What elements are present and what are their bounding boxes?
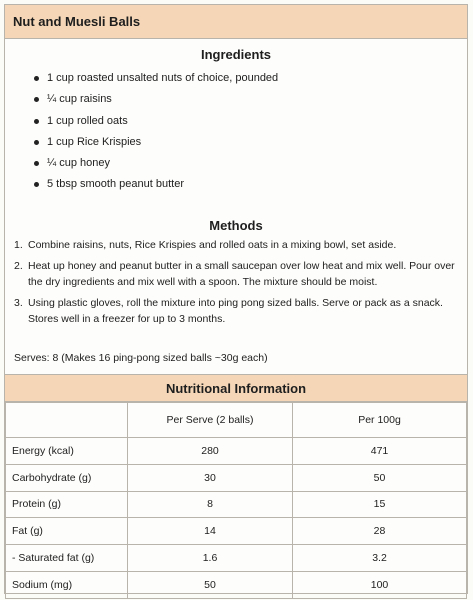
table-row xyxy=(6,464,467,491)
ingredient-item: 1 cup rolled oats xyxy=(5,111,278,132)
nutrition-table xyxy=(5,402,467,599)
ingredient-item: ¼ cup honey xyxy=(5,153,278,174)
per-serve-value: 1.6 xyxy=(128,545,293,572)
serves-line: Serves: 8 (Makes 16 ping-pong sized balls ~30g each) xyxy=(14,352,268,364)
table-row xyxy=(6,518,467,545)
step-number: 3. xyxy=(14,297,23,309)
recipe-title: Nut and Muesli Balls xyxy=(13,14,141,29)
per-serve-value: 8 xyxy=(128,491,293,518)
methods-list xyxy=(14,237,460,332)
per-100g-value: 50 xyxy=(293,464,467,491)
ingredients-heading: Ingredients xyxy=(200,47,272,62)
step-number: 1. xyxy=(14,239,23,251)
per-serve-value: 14 xyxy=(128,518,293,545)
table-row xyxy=(6,571,467,598)
ingredient-item: 1 cup Rice Krispies xyxy=(5,132,278,153)
title-bar xyxy=(5,5,467,39)
ingredient-item: 5 tbsp smooth peanut butter xyxy=(5,174,278,195)
per-100g-value: 28 xyxy=(293,518,467,545)
nutrition-heading: Nutritional Information xyxy=(165,381,307,396)
column-header xyxy=(6,403,128,438)
method-step xyxy=(14,258,460,290)
table-row xyxy=(6,438,467,465)
step-text: Using plastic gloves, roll the mixture into ping pong sized balls. Serve or pack as a snack. Stores well in a freezer for up to 3 months. xyxy=(28,297,443,325)
nutrient-label: Sodium (mg) xyxy=(6,571,128,598)
ingredients-list xyxy=(5,68,278,196)
recipe-card xyxy=(4,4,468,594)
per-100g-value: 100 xyxy=(293,571,467,598)
nutrient-label: Protein (g) xyxy=(6,491,128,518)
nutrient-label: Fat (g) xyxy=(6,518,128,545)
ingredient-item: ¼ cup raisins xyxy=(5,89,278,110)
nutrient-label: - Saturated fat (g) xyxy=(6,545,128,572)
methods-heading: Methods xyxy=(209,218,263,233)
table-row xyxy=(6,491,467,518)
per-serve-value: 30 xyxy=(128,464,293,491)
per-100g-value: 15 xyxy=(293,491,467,518)
nutrition-header-band xyxy=(5,374,467,402)
step-text: Heat up honey and peanut butter in a small saucepan over low heat and mix well. Pour over the dry ingredients and mix well with a spoon. The mixture should be moist. xyxy=(28,260,455,288)
table-row xyxy=(6,545,467,572)
per-100g-value: 471 xyxy=(293,438,467,465)
method-step xyxy=(14,295,460,327)
column-header: Per 100g xyxy=(293,403,467,438)
step-number: 2. xyxy=(14,260,23,272)
table-header-row xyxy=(6,403,467,438)
nutrient-label: Energy (kcal) xyxy=(6,438,128,465)
step-text: Combine raisins, nuts, Rice Krispies and rolled oats in a mixing bowl, set aside. xyxy=(28,239,397,251)
nutrient-label: Carbohydrate (g) xyxy=(6,464,128,491)
column-header: Per Serve (2 balls) xyxy=(128,403,293,438)
per-serve-value: 280 xyxy=(128,438,293,465)
ingredient-item: 1 cup roasted unsalted nuts of choice, pounded xyxy=(5,68,278,89)
per-serve-value: 50 xyxy=(128,571,293,598)
method-step xyxy=(14,237,460,253)
per-100g-value: 3.2 xyxy=(293,545,467,572)
